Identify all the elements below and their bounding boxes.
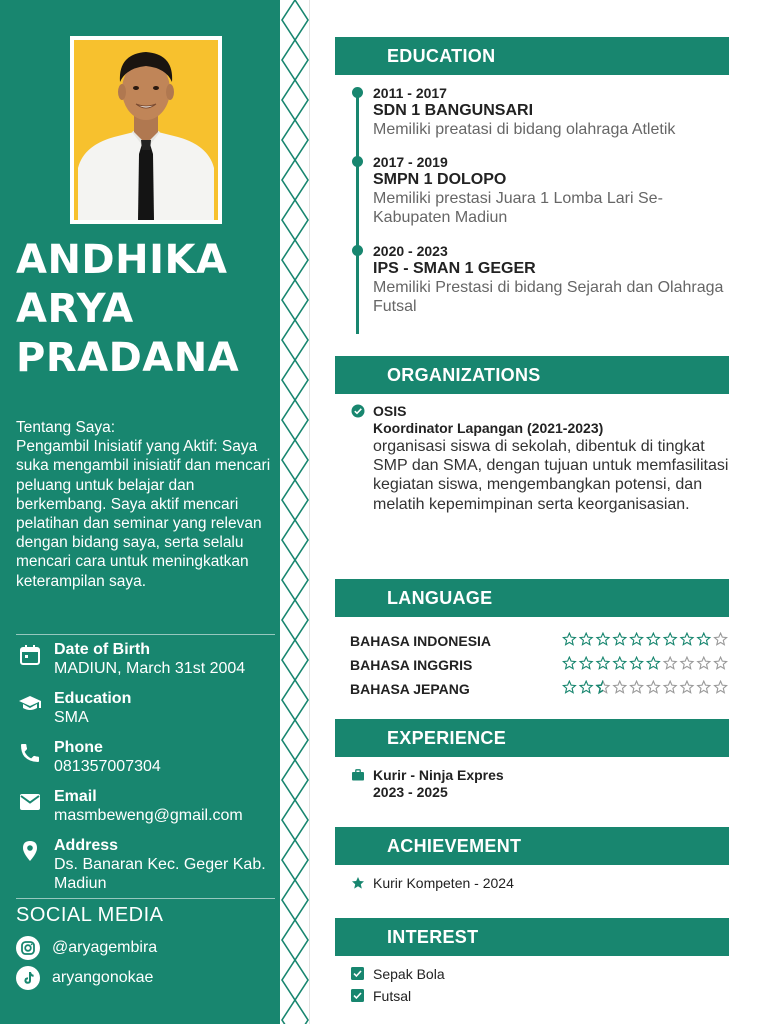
education-desc: Memiliki prestasi Juara 1 Lomba Lari Se-Kabupaten Madiun — [373, 190, 663, 226]
achievement-item: Kurir Kompeten - 2024 — [373, 875, 514, 891]
section-interest-header — [335, 918, 729, 956]
rating-star — [714, 633, 726, 645]
education-school: SDN 1 BANGUNSARI — [373, 102, 534, 119]
rating-star — [580, 657, 592, 669]
interest-label: Sepak Bola — [373, 966, 445, 982]
info-label: Email — [54, 788, 97, 805]
education-school: IPS - SMAN 1 GEGER — [373, 260, 536, 277]
section-title: LANGUAGE — [387, 588, 493, 608]
rating-star — [664, 657, 676, 669]
rating-stars — [562, 656, 730, 672]
interest-label: Futsal — [373, 988, 412, 1004]
timeline-dot — [352, 87, 363, 98]
rating-star — [614, 681, 626, 693]
rating-star — [647, 657, 659, 669]
section-title: INTEREST — [387, 927, 479, 947]
language-row — [350, 680, 730, 700]
rating-star — [563, 681, 575, 693]
rating-star — [698, 633, 710, 645]
rating-stars — [562, 632, 730, 648]
rating-star — [614, 633, 626, 645]
section-title: EDUCATION — [387, 46, 496, 66]
phone-icon — [18, 741, 42, 765]
education-years: 2011 - 2017 — [373, 85, 447, 101]
rating-star — [597, 633, 609, 645]
info-value: masmbeweng@gmail.com — [54, 807, 243, 824]
profile-photo-frame — [70, 36, 222, 224]
graduation-cap-icon — [18, 692, 42, 716]
sidebar-divider — [16, 634, 275, 635]
info-value: MADIUN, March 31st 2004 — [54, 660, 246, 677]
rating-star — [630, 681, 642, 693]
timeline-dot — [352, 245, 363, 256]
section-title: ORGANIZATIONS — [387, 365, 541, 385]
rating-star — [714, 681, 726, 693]
education-years: 2017 - 2019 — [373, 154, 448, 170]
rating-star — [664, 633, 676, 645]
check-circle-icon — [351, 404, 365, 418]
name-line-1: ANDHIKA — [16, 237, 228, 283]
rating-star — [698, 681, 710, 693]
calendar-icon — [18, 643, 42, 667]
info-value: Ds. Banaran Kec. Geger Kab. Madiun — [54, 856, 266, 892]
rating-star — [647, 681, 659, 693]
language-name: BAHASA INGGRIS — [350, 657, 473, 673]
section-title: EXPERIENCE — [387, 728, 507, 748]
info-label: Education — [54, 690, 132, 707]
rating-star — [698, 657, 710, 669]
info-label: Phone — [54, 739, 103, 756]
section-education-header — [335, 37, 729, 75]
rating-stars — [562, 680, 730, 696]
education-timeline — [356, 90, 359, 334]
info-value: SMA — [54, 709, 89, 726]
education-years: 2020 - 2023 — [373, 243, 448, 259]
rating-star — [580, 681, 592, 693]
language-name: BAHASA INDONESIA — [350, 633, 492, 649]
rating-star — [681, 681, 693, 693]
rating-star — [563, 657, 575, 669]
rating-star — [647, 633, 659, 645]
rating-star — [614, 657, 626, 669]
info-label: Date of Birth — [54, 641, 150, 658]
social-handle: aryangonokae — [52, 969, 154, 986]
organization-name: OSIS — [373, 403, 407, 419]
education-entry — [373, 243, 728, 316]
education-desc: Memiliki Prestasi di bidang Sejarah dan Olahraga Futsal — [373, 279, 724, 315]
experience-title: Kurir - Ninja Expres — [373, 767, 504, 783]
tiktok-icon — [16, 966, 40, 990]
briefcase-icon — [351, 768, 365, 782]
profile-photo — [74, 40, 218, 220]
rating-star — [597, 681, 609, 693]
location-pin-icon — [18, 839, 42, 863]
full-name — [16, 236, 276, 383]
experience-entry — [373, 767, 504, 801]
name-line-3: PRADANA — [16, 335, 240, 381]
instagram-icon — [16, 936, 40, 960]
organization-entry — [373, 403, 729, 514]
rating-star — [630, 633, 642, 645]
section-achievement-header — [335, 827, 729, 865]
organization-role: Koordinator Lapangan (2021-2023) — [373, 420, 604, 436]
rating-star — [630, 657, 642, 669]
section-language-header — [335, 579, 729, 617]
language-row — [350, 632, 730, 652]
rating-star — [714, 657, 726, 669]
social-handle: @aryagembira — [52, 939, 158, 956]
section-experience-header — [335, 719, 729, 757]
rating-star — [597, 657, 609, 669]
star-icon — [351, 876, 365, 890]
sidebar-divider — [16, 898, 275, 899]
rating-star — [580, 633, 592, 645]
timeline-dot — [352, 156, 363, 167]
education-entry — [373, 154, 728, 227]
education-desc: Memiliki preatasi di bidang olahraga Atletik — [373, 121, 676, 138]
section-organizations-header — [335, 356, 729, 394]
rating-star — [681, 657, 693, 669]
info-value: 081357007304 — [54, 758, 161, 775]
section-title: ACHIEVEMENT — [387, 836, 522, 856]
email-icon — [18, 790, 42, 814]
checkbox-checked-icon — [351, 989, 364, 1002]
organization-desc: organisasi siswa di sekolah, dibentuk di tingkat SMP dan SMA, dengan tujuan untuk memfasilitasi kegiatan siswa, mengembangkan potensi, dan melatih kepemimpinan serta keorganisasian. — [373, 438, 729, 513]
education-school: SMPN 1 DOLOPO — [373, 171, 507, 188]
decorative-lattice — [280, 0, 310, 1024]
language-row — [350, 656, 730, 676]
rating-star — [681, 633, 693, 645]
info-label: Address — [54, 837, 119, 854]
language-name: BAHASA JEPANG — [350, 681, 470, 697]
about-text: Tentang Saya: Pengambil Inisiatif yang Aktif: Saya suka mengambil inisiatif dan mencari peluang untuk belajar dan berkembang. Saya aktif mencari pelatihan dan seminar yang relevan dengan bidang saya, serta selalu mencari cara untuk meningkatkan keterampilan saya. — [16, 419, 271, 590]
education-entry — [373, 85, 728, 139]
name-line-2: ARYA — [16, 286, 134, 332]
sidebar — [0, 0, 280, 1024]
experience-period: 2023 - 2025 — [373, 784, 448, 800]
rating-star — [664, 681, 676, 693]
social-media-title: SOCIAL MEDIA — [16, 904, 164, 926]
checkbox-checked-icon — [351, 967, 364, 980]
rating-star — [563, 633, 575, 645]
